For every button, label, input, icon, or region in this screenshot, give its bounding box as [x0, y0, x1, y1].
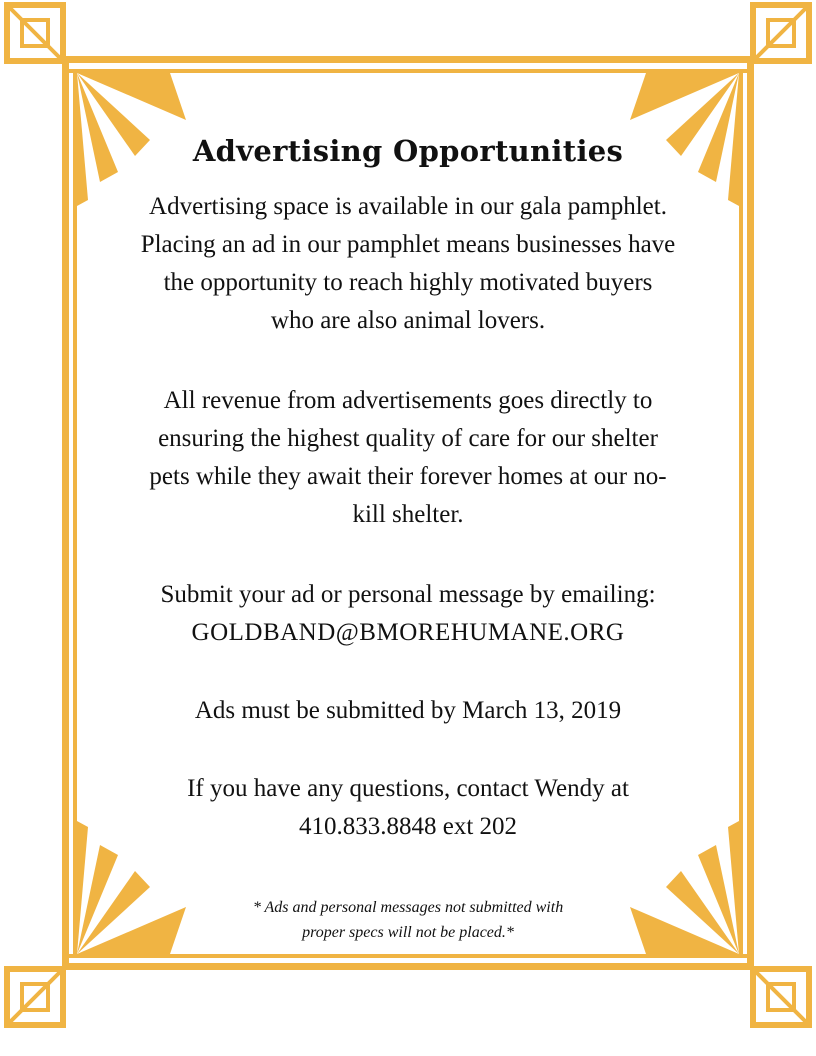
- corner-square-bottom-right: [753, 969, 809, 1025]
- submit-paragraph: [100, 576, 716, 652]
- intro-line: who are also animal lovers.: [270, 307, 546, 334]
- inner-border-bottom: [69, 954, 747, 958]
- page-title: Advertising Opportunities: [192, 134, 624, 168]
- contact-paragraph: [100, 770, 716, 846]
- intro-line: the opportunity to reach highly motivated buyers: [163, 269, 653, 296]
- contact-phone: 410.833.8848 ext 202: [298, 813, 518, 840]
- footnote: [100, 895, 716, 945]
- revenue-line: pets while they await their forever homes at our no-: [149, 463, 667, 490]
- revenue-line: All revenue from advertisements goes directly to: [163, 387, 653, 414]
- outer-border-bottom: [62, 963, 754, 970]
- intro-paragraph: [100, 188, 716, 340]
- inner-border-right: [739, 69, 743, 958]
- outer-border-top: [62, 56, 754, 63]
- inner-border-left: [73, 69, 77, 958]
- outer-border-right: [747, 56, 754, 970]
- corner-square-top-left: [7, 5, 63, 61]
- contact-text: If you have any questions, contact Wendy at: [187, 775, 629, 802]
- corner-square-bottom-left: [7, 969, 63, 1025]
- outer-border-left: [62, 56, 69, 970]
- deadline-paragraph: [100, 692, 716, 730]
- email-address: GOLDBAND@BMOREHUMANE.ORG: [191, 619, 625, 646]
- inner-border-top: [69, 69, 747, 73]
- footnote-line: proper specs will not be placed.*: [302, 924, 514, 941]
- revenue-line: ensuring the highest quality of care for our shelter: [158, 425, 658, 452]
- corner-square-top-right: [753, 5, 809, 61]
- footnote-line: * Ads and personal messages not submitted with: [252, 899, 564, 916]
- deadline-text: Ads must be submitted by March 13, 2019: [194, 697, 622, 724]
- intro-line: Advertising space is available in our gala pamphlet.: [149, 193, 667, 220]
- revenue-line: kill shelter.: [352, 501, 464, 528]
- revenue-paragraph: [100, 382, 716, 534]
- submit-instruction: Submit your ad or personal message by emailing:: [160, 581, 656, 608]
- intro-line: Placing an ad in our pamphlet means businesses have: [140, 231, 676, 258]
